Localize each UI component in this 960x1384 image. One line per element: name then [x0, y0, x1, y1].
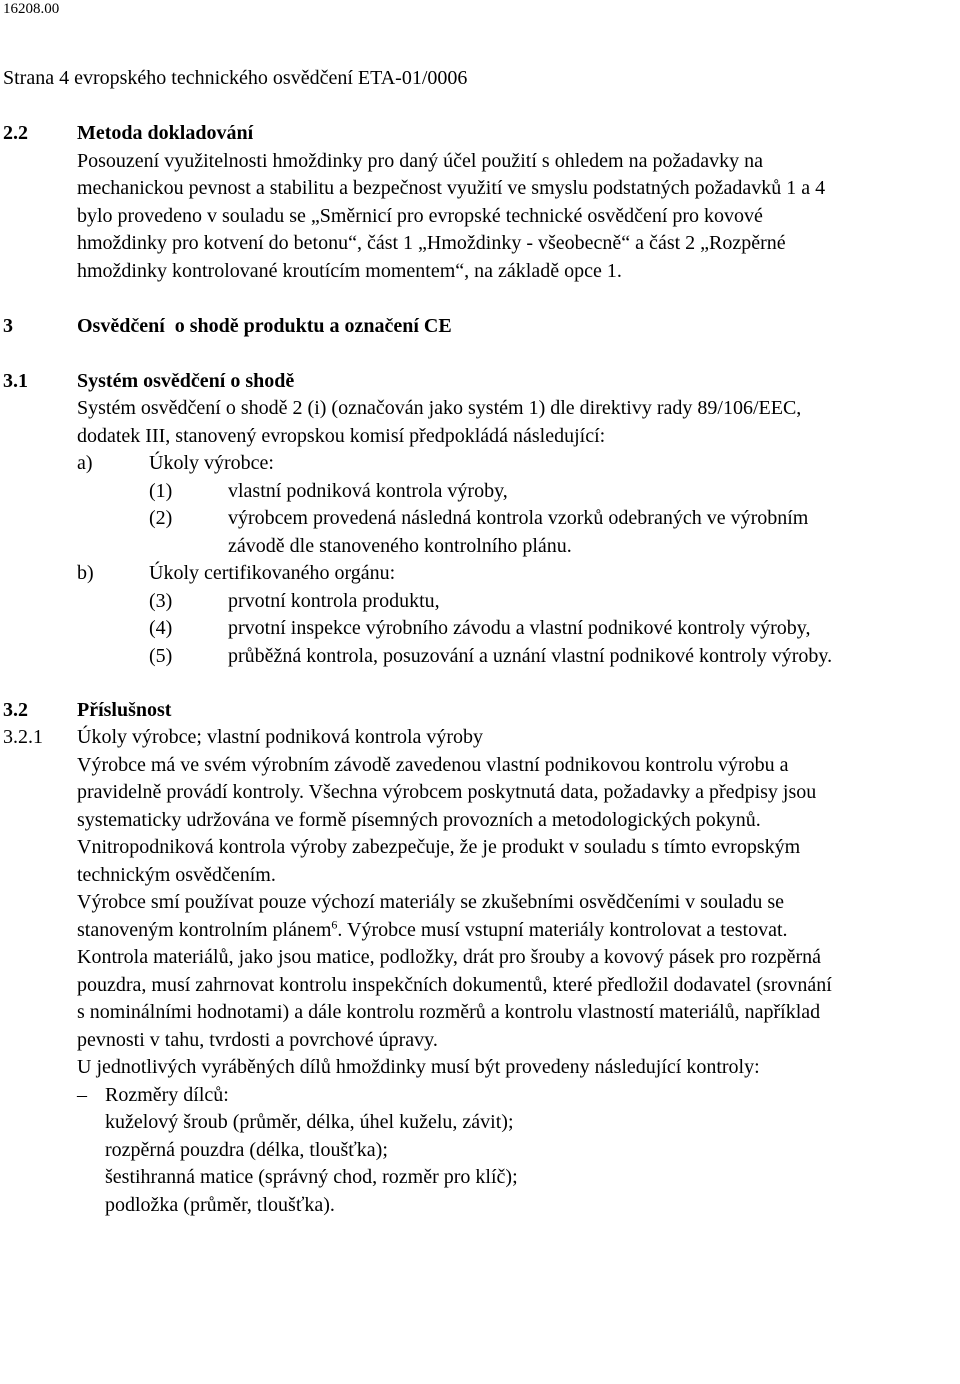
section-3-2-1-line: Výrobce smí používat pouze výchozí materiály se zkušebními osvědčeními v souladu se	[77, 891, 785, 913]
line-text-before: stanoveným kontrolním plánem	[77, 919, 332, 941]
section-2-2-line: Posouzení využitelnosti hmoždinky pro daný účel použití s ohledem na požadavky na	[77, 150, 763, 172]
list-b-text: Úkoly certifikovaného orgánu:	[149, 562, 396, 584]
list-b-label: b)	[77, 562, 94, 584]
list-item-text: vlastní podniková kontrola výroby,	[228, 480, 508, 502]
section-2-2-line: mechanickou pevnost a stabilitu a bezpečnost využití ve smyslu podstatných požadavků 1 a 4	[77, 177, 826, 199]
section-2-2-line: hmoždinky pro kotvení do betonu“, část 1 „Hmoždinky - všeobecně“ a část 2 „Rozpěrné	[77, 232, 786, 254]
section-3-number: 3	[3, 315, 13, 337]
section-3-2-1-line: Kontrola materiálů, jako jsou matice, podložky, drát pro šrouby a kovový pásek pro rozpěrná	[77, 946, 822, 968]
section-3-title: Osvědčení o shodě produktu a označení CE	[77, 315, 452, 337]
section-3-2-1-line: Výrobce má ve svém výrobním závodě zavedenou vlastní podnikovou kontrolu výrobu a	[77, 754, 789, 776]
list-item-number: (2)	[149, 507, 173, 529]
section-3-2-1-title: Úkoly výrobce; vlastní podniková kontrola výroby	[77, 726, 484, 748]
section-3-2-1-line: Vnitropodniková kontrola výroby zabezpečuje, že je produkt v souladu s tímto evropským	[77, 836, 801, 858]
footnote-reference: 6	[331, 917, 338, 932]
page-header: Strana 4 evropského technického osvědčení ETA-01/0006	[3, 67, 468, 89]
list-item-number: (3)	[149, 590, 173, 612]
section-3-2-1-line: s nominálními hodnotami) a dále kontrolu rozměrů a kontrolu vlastností materiálů, například	[77, 1001, 821, 1023]
section-3-1-line: dodatek III, stanovený evropskou komisí předpokládá následující:	[77, 425, 606, 447]
dash-list-item: rozpěrná pouzdra (délka, tloušťka);	[105, 1139, 388, 1161]
list-item-continuation: závodě dle stanoveného kontrolního plánu.	[228, 535, 572, 557]
section-3-2-1-line: technickým osvědčením.	[77, 864, 276, 886]
section-2-2-line: hmoždinky kontrolované kroutícím momentem“, na základě opce 1.	[77, 260, 622, 282]
section-2-2-title: Metoda dokladování	[77, 122, 254, 144]
list-item-text: průběžná kontrola, posuzování a uznání vlastní podnikové kontroly výroby.	[228, 645, 833, 667]
list-a-label: a)	[77, 452, 93, 474]
section-3-1-title: Systém osvědčení o shodě	[77, 370, 295, 392]
list-item-number: (4)	[149, 617, 173, 639]
section-3-2-1-line: pravidelně provádí kontroly. Všechna výrobcem poskytnutá data, požadavky a předpisy jsou	[77, 781, 817, 803]
section-3-2-1-line: pouzdra, musí zahrnovat kontrolu inspekčních dokumentů, které předložil dodavatel (srovnání	[77, 974, 832, 996]
list-a-text: Úkoly výrobce:	[149, 452, 274, 474]
line-text-after: . Výrobce musí vstupní materiály kontrolovat a testovat.	[337, 919, 788, 941]
dash-list-item: šestihranná matice (správný chod, rozměr pro klíč);	[105, 1166, 518, 1188]
section-3-1-number: 3.1	[3, 370, 28, 392]
section-3-2-1-line-footnote	[77, 917, 788, 943]
list-item-number: (5)	[149, 645, 173, 667]
section-3-2-1-line: systematicky udržována ve formě písemných provozních a metodologických pokynů.	[77, 809, 761, 831]
list-item-text: výrobcem provedená následná kontrola vzorků odebraných ve výrobním	[228, 507, 809, 529]
section-3-2-number: 3.2	[3, 699, 28, 721]
dash-list-item: kuželový šroub (průměr, délka, úhel kuželu, závit);	[105, 1111, 514, 1133]
section-2-2-line: bylo provedeno v souladu se „Směrnicí pro evropské technické osvědčení pro kovové	[77, 205, 763, 227]
dash-list-title: Rozměry dílců:	[105, 1084, 229, 1106]
list-item-text: prvotní kontrola produktu,	[228, 590, 440, 612]
dash-bullet: –	[77, 1084, 87, 1106]
section-3-2-1-number: 3.2.1	[3, 726, 43, 748]
section-3-2-title: Příslušnost	[77, 699, 172, 721]
dash-list-item: podložka (průměr, tloušťka).	[105, 1194, 335, 1216]
section-3-1-line: Systém osvědčení o shodě 2 (i) (označován jako systém 1) dle direktivy rady 89/106/EEC,	[77, 397, 802, 419]
list-item-text: prvotní inspekce výrobního závodu a vlastní podnikové kontroly výroby,	[228, 617, 811, 639]
section-3-2-1-line: pevnosti v tahu, tvrdosti a povrchové úpravy.	[77, 1029, 438, 1051]
section-2-2-number: 2.2	[3, 122, 28, 144]
section-3-2-1-line: U jednotlivých vyráběných dílů hmoždinky musí být provedeny následující kontroly:	[77, 1056, 760, 1078]
page-code: 16208.00	[3, 1, 60, 17]
list-item-number: (1)	[149, 480, 173, 502]
